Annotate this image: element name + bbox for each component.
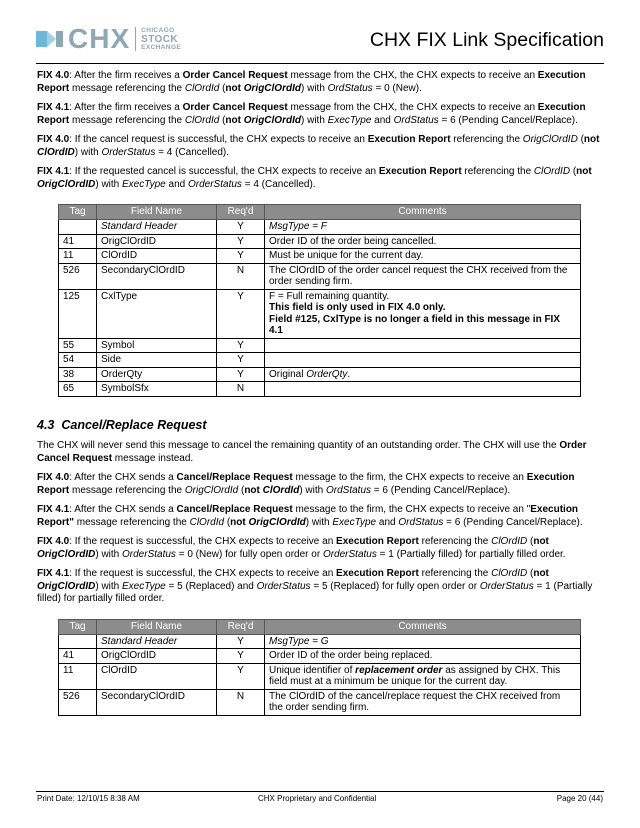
paragraph: FIX 4.1: After the CHX sends a Cancel/Replace Request message to the firm, the CHX expects to receive an "Execution Report" message referencing the ClOrdId (not OrigClOrdId) with ExecType and OrdStatus = 6 (Pending Cancel/Replace). [37,504,583,528]
tag-cell: 38 [59,367,97,382]
field-name-cell: SecondaryClOrdID [97,689,217,715]
tag-cell: 125 [59,289,97,338]
reqd-cell: Y [217,289,265,338]
tag-cell: 11 [59,249,97,264]
comments-cell: Must be unique for the current day. [265,249,581,264]
tag-cell: 41 [59,234,97,249]
field-name-cell: SecondaryClOrdID [97,263,217,289]
comments-cell: F = Full remaining quantity. This field is only used in FIX 4.0 only. Field #125, CxlType is no longer a field in this message in FIX 4.1 [265,289,581,338]
page-header [36,20,604,62]
reqd-cell: Y [217,367,265,382]
tag-cell: 526 [59,263,97,289]
tag-cell [59,220,97,235]
cancel-request-field-table [58,204,581,397]
reqd-cell: Y [217,234,265,249]
col-header-field-name: Field Name [97,619,217,634]
tag-cell: 11 [59,663,97,689]
field-name-cell: Side [97,353,217,368]
comments-cell: Unique identifier of replacement order as assigned by CHX. This field must at a minimum be unique for the current day. [265,663,581,689]
paragraph: FIX 4.0: After the firm receives a Order Cancel Request message from the CHX, the CHX expects to receive an Execution Report message referencing the ClOrdId (not OrigClOrdId) with OrdStatus = 0 (New). [37,70,586,94]
field-name-cell: OrderQty [97,367,217,382]
col-header-field-name: Field Name [97,205,217,220]
field-name-cell: ClOrdID [97,663,217,689]
section-body-paragraphs [37,440,603,606]
tag-cell [59,634,97,649]
field-name-cell: ClOrdID [97,249,217,264]
table-row [59,263,581,289]
intro-paragraphs [37,70,603,191]
comments-cell [265,338,581,353]
paragraph: FIX 4.1: If the requested cancel is successful, the CHX expects to receive an Execution Report referencing the ClOrdID (not OrigClOrdID) with ExecType and OrderStatus = 4 (Cancelled). [37,166,592,190]
table-row [59,353,581,368]
tag-cell: 41 [59,649,97,664]
footer-confidential: CHX Proprietary and Confidential [258,794,377,803]
table-row [59,367,581,382]
reqd-cell: N [217,382,265,397]
paragraph: FIX 4.1: If the request is successful, the CHX expects to receive an Execution Report referencing the ClOrdID (not OrigClOrdID) with ExecType = 5 (Replaced) and OrderStatus = 5 (Replaced) for fully open order or OrderStatus = 1 (Partially filled) for partially filled order. [37,568,593,604]
col-header-reqd: Req'd [217,205,265,220]
table-row [59,382,581,397]
paragraph: FIX 4.0: After the CHX sends a Cancel/Replace Request message to the firm, the CHX expects to receive an Execution Report message referencing the OrigClOrdId (not ClOrdId) with OrdStatus = 6 (Pending Cancel/Replace). [37,472,575,496]
table-row [59,234,581,249]
paragraph: FIX 4.1: After the firm receives a Order Cancel Request message from the CHX, the CHX expects to receive an Execution Report message referencing the ClOrdId (not OrigClOrdId) with ExecType and OrdStatus = 6 (Pending Cancel/Replace). [37,102,586,126]
section-heading: 4.3 Cancel/Replace Request [37,417,207,432]
col-header-reqd: Req'd [217,619,265,634]
reqd-cell: N [217,263,265,289]
reqd-cell: Y [217,353,265,368]
table-row [59,289,581,338]
table-row [59,663,581,689]
comments-cell: MsgType = F [265,220,581,235]
col-header-tag: Tag [59,205,97,220]
table-row [59,649,581,664]
header-rule [36,63,604,64]
comments-cell [265,382,581,397]
table-row [59,249,581,264]
col-header-comments: Comments [265,619,581,634]
table-row [59,220,581,235]
reqd-cell: N [217,689,265,715]
field-name-cell: CxlType [97,289,217,338]
paragraph: The CHX will never send this message to cancel the remaining quantity of an outstanding order. The CHX will use the Order Cancel Request message instead. [37,440,587,464]
reqd-cell: Y [217,220,265,235]
logo-subtitle: CHICAGO STOCK EXCHANGE [141,27,182,51]
cancel-replace-field-table [58,619,581,716]
footer-rule [36,791,604,792]
comments-cell: The ClOrdID of the order cancel request the CHX received from the order sending firm. [265,263,581,289]
field-name-cell: OrigClOrdID [97,234,217,249]
field-name-cell: SymbolSfx [97,382,217,397]
reqd-cell: Y [217,649,265,664]
logo-text: CHX [68,23,131,54]
comments-cell [265,353,581,368]
reqd-cell: Y [217,249,265,264]
col-header-tag: Tag [59,619,97,634]
page-content [37,70,603,716]
col-header-comments: Comments [265,205,581,220]
table-row [59,689,581,715]
comments-cell: MsgType = G [265,634,581,649]
reqd-cell: Y [217,663,265,689]
paragraph: FIX 4.0: If the cancel request is successful, the CHX expects to receive an Execution Report referencing the OrigClOrdID (not ClOrdID) with OrderStatus = 4 (Cancelled). [37,134,600,158]
table-row [59,338,581,353]
table-row [59,634,581,649]
reqd-cell: Y [217,338,265,353]
paragraph: FIX 4.0: If the request is successful, the CHX expects to receive an Execution Report referencing the ClOrdID (not OrigClOrdID) with OrderStatus = 0 (New) for fully open order or OrderStatus = 1 (Partially filled) for partially filled order. [37,536,566,560]
comments-cell: Original OrderQty. [265,367,581,382]
field-name-cell: OrigClOrdID [97,649,217,664]
comments-cell: Order ID of the order being cancelled. [265,234,581,249]
chx-logo-mark [36,27,64,51]
comments-cell: The ClOrdID of the cancel/replace request the CHX received from the order sending firm. [265,689,581,715]
document-title: CHX FIX Link Specification [369,29,604,51]
tag-cell: 526 [59,689,97,715]
footer-print-date: Print Date: 12/10/15 8:38 AM [37,794,140,803]
footer-page-number: Page 20 (44) [556,794,603,803]
field-name-cell: Standard Header [97,220,217,235]
field-name-cell: Standard Header [97,634,217,649]
tag-cell: 55 [59,338,97,353]
field-name-cell: Symbol [97,338,217,353]
comments-cell: Order ID of the order being replaced. [265,649,581,664]
reqd-cell: Y [217,634,265,649]
tag-cell: 54 [59,353,97,368]
chx-logo [36,23,182,54]
tag-cell: 65 [59,382,97,397]
